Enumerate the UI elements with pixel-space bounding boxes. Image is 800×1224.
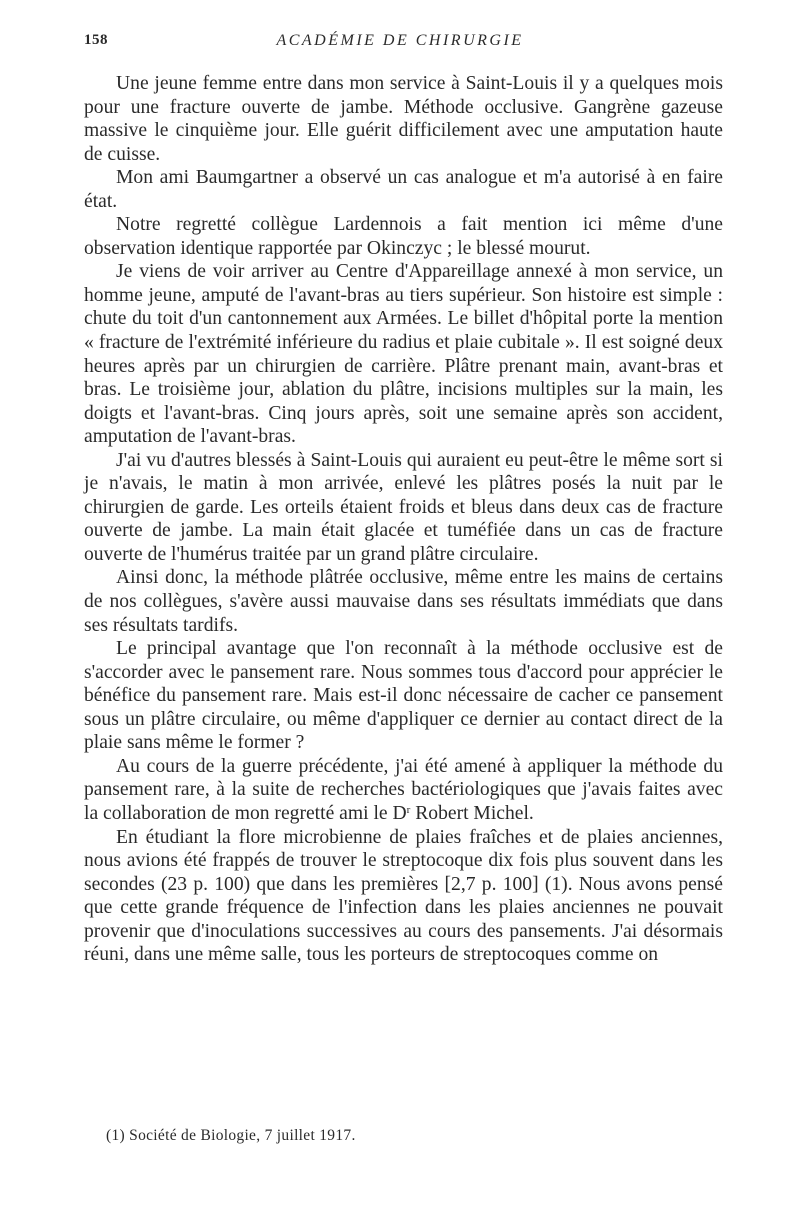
paragraph-with-superscript — [84, 755, 723, 826]
paragraph: J'ai vu d'autres blessés à Saint-Louis qui auraient eu peut-être le même sort si je n'avais, le matin à mon arrivée, enlevé les plâtres posés la nuit par le chirurgien de garde. Les orteils étaient froids et bleus dans deux cas de fracture ouverte de jambe. La main était glacée et tuméfiée dans un cas de fracture ouverte de l'humérus traitée par un grand plâtre circulaire. — [84, 449, 723, 565]
paragraph: Je viens de voir arriver au Centre d'Appareillage annexé à mon service, un homme jeune, amputé de l'avant-bras au tiers supérieur. Son histoire est simple : chute du toit d'un cantonnement aux Armées. Le billet d'hôpital porte la mention « fracture de l'extrémité inférieure du radius et plaie cubitale ». Il est soigné deux heures après par un chirurgien de carrière. Plâtre prenant main, avant-bras et bras. Le troisième jour, ablation du plâtre, incisions multiples sur la main, les doigts et l'avant-bras. Cinq jours après, soit une semaine après son accident, amputation de l'avant-bras. — [84, 261, 723, 448]
paragraph: Une jeune femme entre dans mon service à Saint-Louis il y a quelques mois pour une fracture ouverte de jambe. Méthode occlusive. Gangrène gazeuse massive le cinquième jour. Elle guérit difficilement avec une amputation haute de cuisse. — [84, 73, 723, 165]
paragraph-text: Au cours de la guerre précédente, j'ai été amené à appliquer la méthode du pansement rare, à la suite de recherches bactériologiques que j'avais faites avec la collaboration de mon regretté ami le D — [84, 755, 723, 824]
paragraph: Ainsi donc, la méthode plâtrée occlusive, même entre les mains de certains de nos collègues, s'avère aussi mauvaise dans ses résultats immédiats que dans ses résultats tardifs. — [84, 567, 723, 636]
paragraph-text: Robert Michel. — [410, 802, 534, 824]
page-number: 158 — [84, 32, 108, 48]
body-text — [84, 72, 723, 967]
paragraph: Mon ami Baumgartner a observé un cas analogue et m'a autorisé à en faire état. — [84, 167, 723, 212]
paragraph: Notre regretté collègue Lardennois a fait mention ici même d'une observation identique rapportée par Okinczyc ; le blessé mourut. — [84, 214, 723, 259]
paragraph: En étudiant la flore microbienne de plaies fraîches et de plaies anciennes, nous avions été frappés de trouver le streptocoque dix fois plus souvent dans les secondes (23 p. 100) que dans les premières [2,7 p. 100] (1). Nous avons pensé que cette grande fréquence de l'infection dans les plaies anciennes ne pouvait provenir que d'inoculations successives au cours des pansements. J'ai désormais réuni, dans une même salle, tous les porteurs de streptocoques comme on — [84, 826, 723, 966]
footnote: (1) Société de Biologie, 7 juillet 1917. — [106, 1127, 356, 1144]
superscript: r — [406, 803, 411, 816]
page-header — [84, 32, 716, 56]
running-head: ACADÉMIE DE CHIRURGIE — [276, 32, 524, 49]
paragraph: Le principal avantage que l'on reconnaît à la méthode occlusive est de s'accorder avec le pansement rare. Nous sommes tous d'accord pour apprécier le bénéfice du pansement rare. Mais est-il donc nécessaire de cacher ce pansement sous un plâtre circulaire, ou même d'appliquer ce dernier au contact direct de la plaie sans même le former ? — [84, 638, 723, 754]
